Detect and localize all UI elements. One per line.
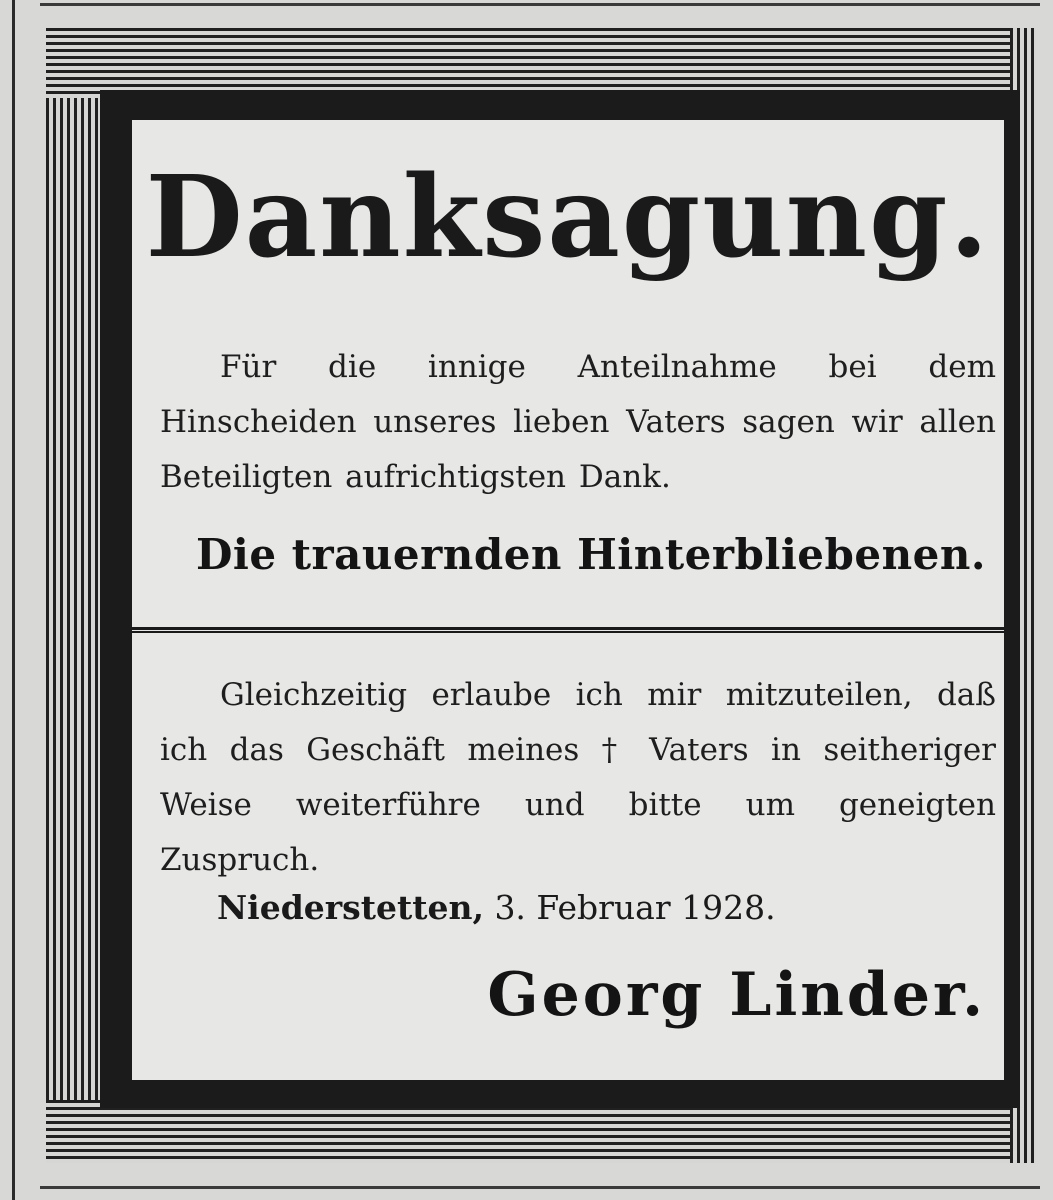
top-rule: [40, 3, 1040, 6]
bereaved-signature: Die trauernden Hinterbliebenen.: [195, 530, 986, 579]
bottom-rule: [40, 1186, 1040, 1189]
thanks-paragraph: Für die innige Anteilnahme bei dem Hinscheiden unseres lieben Vaters sagen wir allen Beteiligten aufrichtigsten Dank.: [160, 349, 996, 495]
business-paragraph: Gleichzeitig erlaube ich mir mitzuteilen, daß ich das Geschäft meines † Vaters in seitheriger Weise weiterführe und bitte um geneigten Zuspruch.: [160, 677, 996, 878]
owner-signature: Georg Linder.: [487, 960, 986, 1030]
place-name: Niederstetten,: [217, 888, 484, 927]
section-divider: [132, 627, 1004, 633]
notice-date: 3. Februar 1928.: [494, 888, 776, 927]
notice-panel: [132, 120, 1004, 1080]
notice-heading: Danksagung.: [145, 152, 991, 283]
striped-frame-top: [46, 28, 1036, 98]
place-date-line: [217, 888, 776, 927]
page-edge-line: [12, 0, 15, 1200]
striped-frame-bottom: [46, 1100, 1036, 1163]
